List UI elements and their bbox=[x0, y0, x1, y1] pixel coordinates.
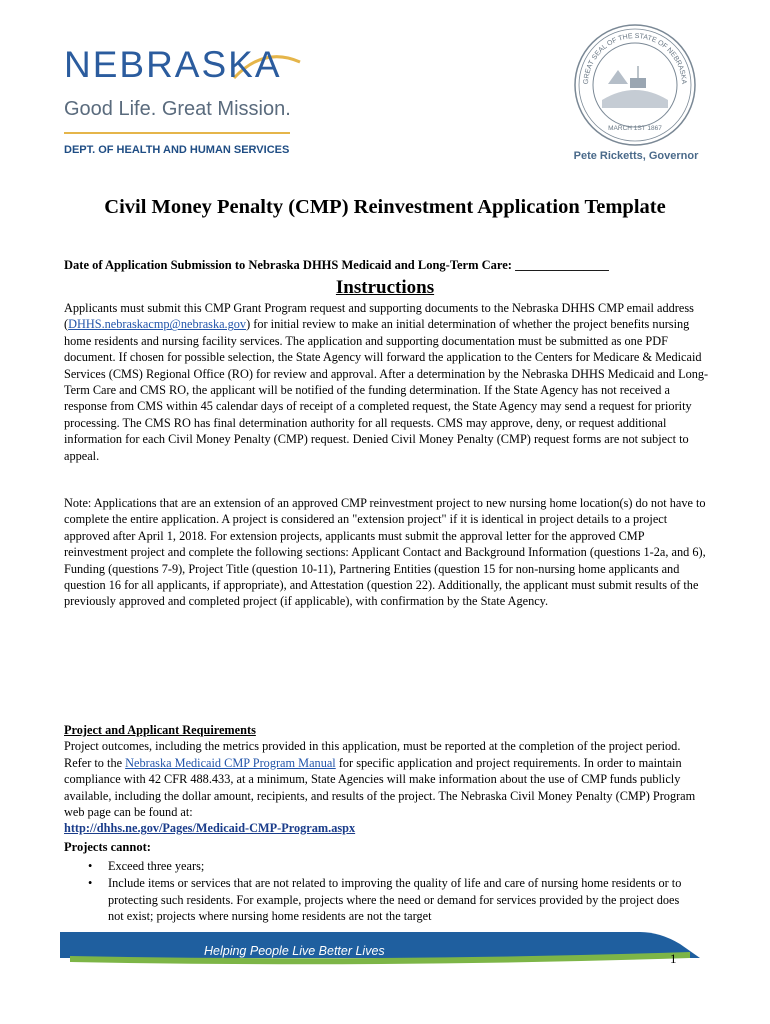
submission-date-field: Date of Application Submission to Nebraska DHHS Medicaid and Long-Term Care: _______________ bbox=[64, 258, 609, 272]
list-item-text: Exceed three years; bbox=[108, 859, 205, 873]
logo-divider bbox=[64, 132, 290, 134]
bullet-icon: • bbox=[88, 859, 93, 873]
requirements-section bbox=[64, 722, 710, 837]
list-item-text: Include items or services that are not related to improving the quality of life and care of nursing home residents or to protecting such residents. For example, projects where the need or demand for services provided by the project does not exist; projects where nursing home residents are not the target bbox=[108, 876, 682, 924]
page-number: 1 bbox=[670, 951, 677, 966]
requirements-text-end: for specific application and project requirements. In order to maintain compliance with 42 CFR 488.433, at a minimum, State Agencies will make information about the use of CMP funds publicly available, including the dollar amount, recipients, and results of the project. The Nebraska Civil Money Penalty (CMP) Program web page can be found at: bbox=[64, 755, 696, 820]
department-name: DEPT. OF HEALTH AND HUMAN SERVICES bbox=[64, 144, 290, 156]
instructions-text-end: ) for initial review to make an initial determination of whether the project benefits nursing home residents and nursing facility services. The application and supporting documentation must be submitted as one PDF document. If chosen for possible selection, the State Agency will forward the application to the Centers for Medicare & Medicaid Services (CMS) Regional Office (RO) for review and approval. After a determination by the Nebraska DHHS Medicaid and Long-Term Care and CMS RO, the applicant will be notified of the funding determination. If the State Agency has not received a response from CMS within 45 calendar days of receipt of a completed request, the State Agency may send a request for priority processing. The CMS RO has final determination authority for all requests. CMS may approve, deny, or request additional information for each Civil Money Penalty (CMP) request. Denied Civil Money Penalty (CMP) request forms are not subject to appeal. bbox=[64, 317, 709, 463]
list-item bbox=[84, 858, 690, 874]
list-item bbox=[84, 875, 690, 924]
footer-banner bbox=[0, 932, 770, 992]
governor-name: Pete Ricketts, Governor bbox=[573, 150, 699, 162]
logo-tagline: Good Life. Great Mission. bbox=[64, 98, 291, 120]
extension-note-paragraph: Note: Applications that are an extension of an approved CMP reinvestment project to new nursing home location(s) do not have to complete the entire application. A project is considered an "extension project" if it is identical in project details to a project approved after April 1, 2018. For extension projects, applicants must submit the approval letter for the approved CMP reinvestment project and complete the following sections: Applicant Contact and Background Information (questions 1-2a, and 6), Funding (questions 7-9), Project Title (question 10-11), Partnering Entities (question 15 for non-nursing home applicants and question 16 for all applicants, if appropriate), and Attestation (question 22). Additionally, the applicant must submit results of the previously approved and completed project (if applicable), with confirmation by the State Agency. bbox=[64, 496, 706, 609]
seal-date: MARCH 1ST 1867 bbox=[608, 125, 662, 132]
nebraska-logo: NEBRASKA bbox=[64, 44, 282, 85]
footer-slogan: Helping People Live Better Lives bbox=[204, 944, 385, 958]
svg-text:GREAT SEAL OF THE STATE OF NEB bbox=[583, 33, 687, 85]
bullet-icon: • bbox=[88, 876, 93, 891]
requirements-heading: Project and Applicant Requirements bbox=[64, 723, 256, 737]
program-manual-link[interactable]: Nebraska Medicaid CMP Program Manual bbox=[125, 755, 336, 770]
seal-text: GREAT SEAL OF THE STATE OF NEBRASKA bbox=[582, 32, 688, 85]
requirements-text-start: Project outcomes, including the metrics provided in this application, must be reported at the completion of the project period. Refer to the bbox=[64, 739, 681, 770]
projects-cannot-heading: Projects cannot: bbox=[64, 840, 151, 854]
instructions-paragraph bbox=[64, 300, 710, 464]
document-title: Civil Money Penalty (CMP) Reinvestment Application Template bbox=[104, 196, 666, 218]
program-webpage-link[interactable]: http://dhhs.ne.gov/Pages/Medicaid-CMP-Program.aspx bbox=[64, 821, 356, 836]
instructions-text-start: Applicants must submit this CMP Grant Program request and supporting documents to the Nebraska DHHS CMP email address ( bbox=[64, 301, 694, 332]
cmp-email-link[interactable]: DHHS.nebraskacmp@nebraska.gov bbox=[68, 317, 247, 332]
state-seal-icon bbox=[572, 22, 698, 148]
projects-cannot-list bbox=[84, 858, 690, 926]
instructions-heading: Instructions bbox=[335, 277, 435, 298]
